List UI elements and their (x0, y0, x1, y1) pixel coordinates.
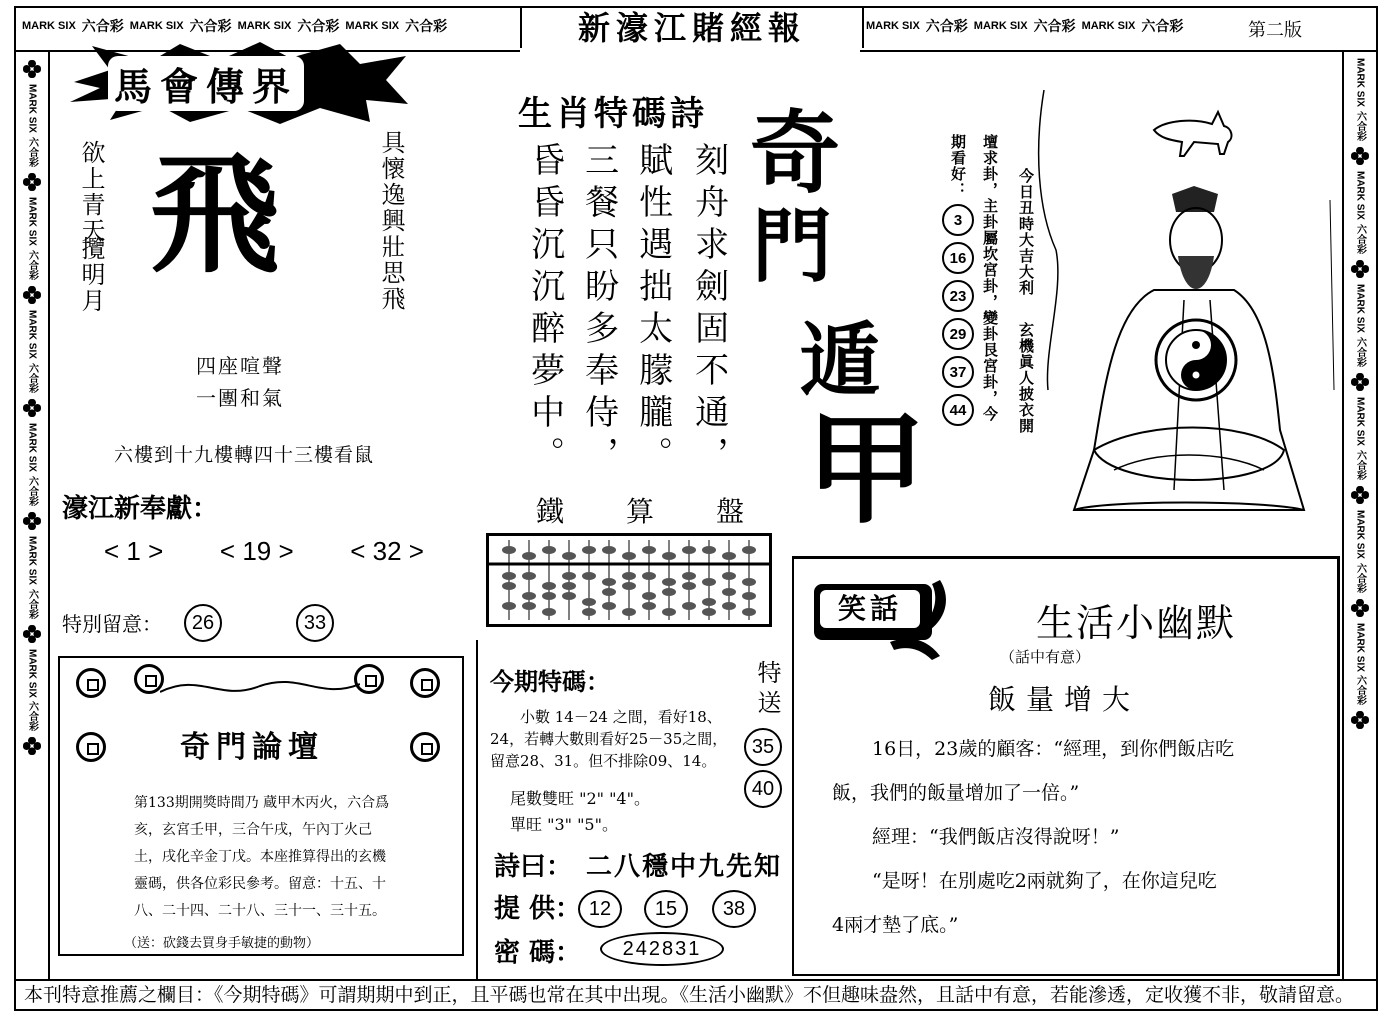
oracle-number: 3 (942, 204, 974, 236)
gift-number: < 19 > (219, 536, 294, 566)
qimen-char: 門 (752, 199, 832, 293)
joke-title: 生活小幽默 (1036, 601, 1237, 645)
oracle-number: 37 (942, 356, 974, 388)
secret-value: 242831 (600, 932, 724, 966)
coin-icon (76, 668, 106, 698)
joke-line-1: 16日，23歲的顧客：“經理，到你們飯店吃 (872, 738, 1235, 760)
forum-body: 第133期開獎時間乃 蔵甲木丙火，六合爲亥，玄宮壬甲，三合午戌，午內丁火己土，戌化辛金丁戊。本座推算得出的玄機靈碼，供各位彩民參考。留意：十五、十八、二十四、二十八、三十一、三十五。 (134, 795, 390, 919)
qimen-char: 遁 (800, 313, 880, 407)
coin-icon (410, 668, 440, 698)
flower-icon (23, 60, 41, 78)
poem-left-column-a: 欲上青天 (77, 140, 105, 244)
oracle-number: 16 (942, 242, 974, 274)
gift-number: < 32 > (350, 536, 424, 566)
joke-line-3: 經理：“我們飯店沒得說呀！” (872, 826, 1120, 848)
qimen-char: 甲 (806, 399, 926, 540)
poem-title: 生肖特碼詩 (518, 94, 708, 134)
left-strip-rule (48, 50, 50, 981)
special-code-tail-single: 單旺 "3" "5"。 (510, 815, 618, 834)
mid-divider (476, 640, 478, 981)
special-number: 26 (184, 604, 222, 642)
oracle-col-c: 壇求卦，主卦屬坎宮卦，變卦艮宮卦，今 (981, 134, 999, 422)
special-number: 33 (296, 604, 334, 642)
joke-subtitle: （話中有意） (1000, 648, 1091, 666)
flower-icon (23, 399, 41, 417)
provide-number: 12 (578, 890, 622, 928)
ox-icon (1154, 112, 1231, 156)
edition-label: 第二版 (1248, 20, 1302, 41)
poem-line-text: 二八穩中九先知 (586, 852, 783, 882)
provide-label: 提 供： (494, 894, 582, 924)
special-code-text: 小數 14－24 之間，看好18、24，若轉大數則看好25－35之間，留意28、31。但不排除09、14。 (490, 708, 728, 770)
footer-recommendation: 本刊特意推薦之欄目：《今期特碼》可謂期期中到正，且平碼也常在其中出現。《生活小幽默》不但趣味盎然，且話中有意，若能滲透，定收獲不非，敬請留意。 (14, 981, 1378, 1011)
sage-illustration (1034, 90, 1338, 530)
special-code-label: 今期特碼： (490, 667, 610, 696)
flower-icon (1351, 486, 1369, 504)
poem-left-column-b: 攬明月 (77, 236, 105, 314)
flower-icon (1351, 373, 1369, 391)
oracle-number: 29 (942, 318, 974, 350)
abacus-title: 鐵算盤 (536, 495, 807, 528)
header-rule-right (860, 50, 1378, 52)
top-strip-left: MARK SIX 六合彩 MARK SIX 六合彩 MARK SIX 六合彩 MARK SIX 六合彩 (22, 19, 448, 35)
oracle-col-b: 玄機眞人披衣開 (1017, 322, 1035, 434)
flower-icon (23, 173, 41, 191)
joke-line-2: 飯，我們的飯量增加了一倍。” (832, 782, 1080, 804)
right-strip-rule (1342, 50, 1344, 981)
flower-icon (23, 737, 41, 755)
forum-ribbon (160, 672, 360, 702)
poem-column: 三餐只盼多奉侍， (578, 142, 619, 478)
joke-tag-text: 笑話 (820, 590, 920, 628)
poem-column: 賦性遇拙太朦朧。 (632, 142, 673, 478)
flower-icon (23, 286, 41, 304)
coin-icon (410, 732, 440, 762)
poem-line-label: 詩曰： (494, 852, 573, 882)
joke-headline: 飯量增大 (988, 683, 1141, 716)
oracle-number: 23 (942, 280, 974, 312)
joke-line-5: 4兩才墊了底。” (832, 914, 959, 936)
right-side-strip: MARK SIX 六合彩 MARK SIX 六合彩 MARK SIX 六合彩 MARK SIX 六合彩 MARK SIX 六合彩 MARK SIX 六合彩 (1346, 56, 1374, 976)
flower-icon (23, 512, 41, 530)
oracle-numbers (942, 204, 974, 426)
forum-footer: （送：砍錢去買身手敏捷的動物） (124, 936, 320, 951)
flower-icon (1351, 711, 1369, 729)
oracle-col-d: 期看好： (949, 134, 967, 198)
special-label: 特別留意： (62, 612, 162, 636)
special-gift-number: 35 (744, 728, 782, 766)
top-strip-right: MARK SIX 六合彩 MARK SIX 六合彩 MARK SIX 六合彩 (866, 19, 1184, 35)
saying-line-2: 一團和氣 (196, 386, 284, 410)
paper-title: 新濠江賭經報 (520, 8, 864, 48)
special-gift-number: 40 (744, 770, 782, 808)
burst-text: 馬會傳界 (108, 56, 304, 111)
special-code-tail-double: 尾數雙旺 "2" "4"。 (510, 789, 650, 808)
zodiac-hint: 六樓到十九樓轉四十三樓看鼠 (114, 444, 375, 466)
special-gift-label: 特送 (753, 660, 781, 720)
joke-line-4: “是呀！在別處吃2兩就夠了，在你這兒吃 (872, 870, 1217, 892)
saying-line-1: 四座喧聲 (196, 354, 284, 378)
joke-brush-stroke (880, 576, 960, 666)
flower-icon (23, 625, 41, 643)
provide-number: 15 (644, 890, 688, 928)
qimen-char: 奇 (750, 100, 840, 206)
forum-title: 奇門論壇 (180, 730, 324, 765)
gift-label: 濠江新奉獻： (62, 494, 219, 524)
big-character: 飛 (150, 138, 281, 291)
oracle-number: 44 (942, 394, 974, 426)
gift-numbers (104, 536, 424, 567)
poem-column: 刻舟求劍固不通， (688, 142, 729, 478)
left-side-strip: MARK SIX 六合彩 MARK SIX 六合彩 MARK SIX 六合彩 MARK SIX 六合彩 MARK SIX 六合彩 MARK SIX 六合彩 (18, 56, 46, 976)
poem-column: 昏昏沉沉醉夢中。 (524, 142, 565, 478)
gift-number: < 1 > (104, 536, 164, 566)
abacus-rods (489, 536, 769, 624)
oracle-col-a: 今日丑時大吉大利 (1017, 168, 1035, 296)
flower-icon (1351, 147, 1369, 165)
secret-label: 密 碼： (494, 938, 582, 968)
poem-right-column: 具懷逸興壯思飛 (377, 130, 405, 312)
coin-icon (76, 732, 106, 762)
provide-number: 38 (712, 890, 756, 928)
flower-icon (1351, 599, 1369, 617)
flower-icon (1351, 260, 1369, 278)
